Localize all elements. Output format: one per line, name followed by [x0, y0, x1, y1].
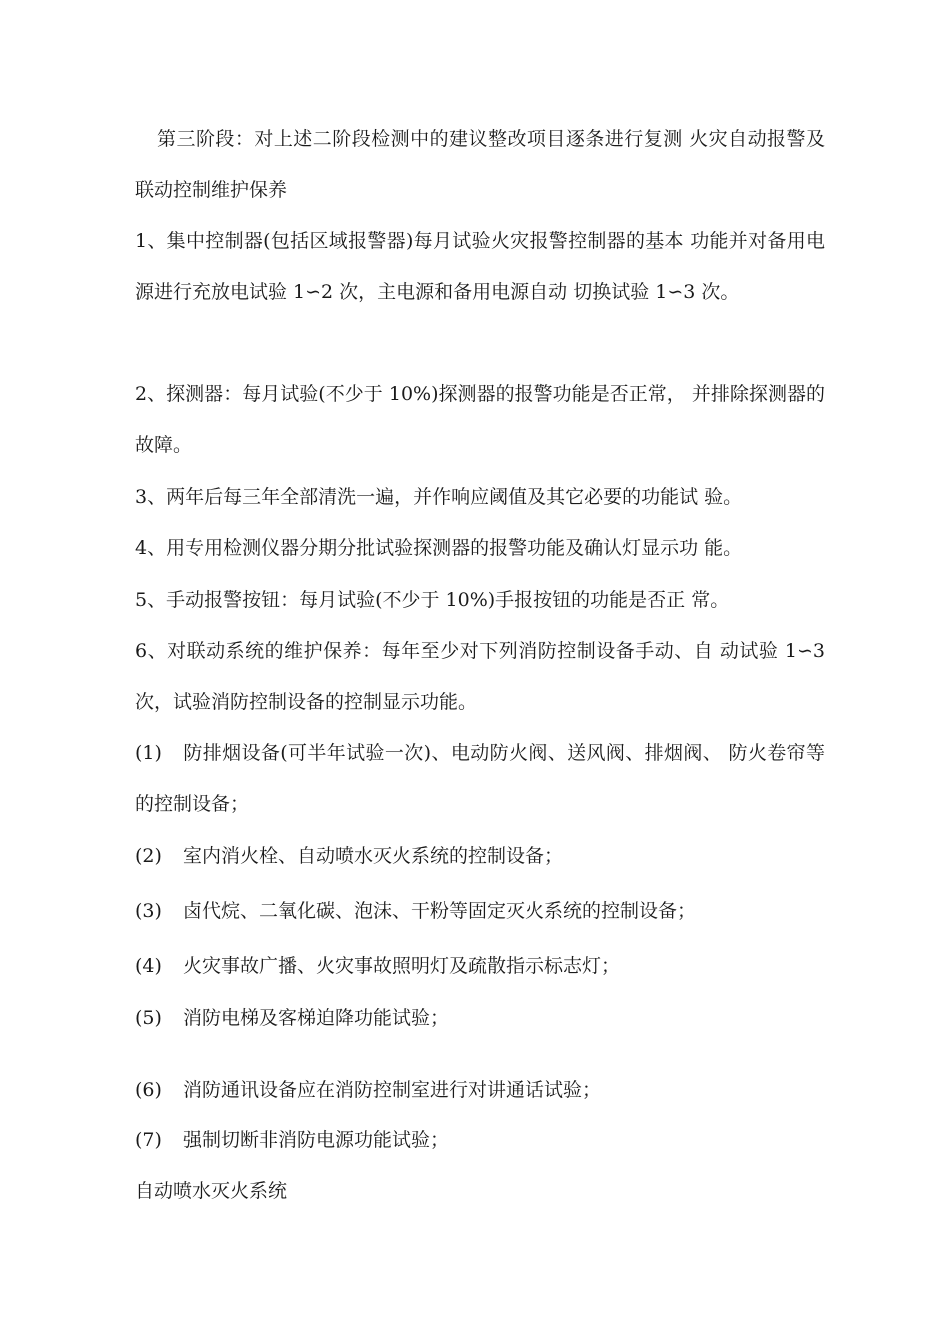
list-item-text: 室内消火栓、自动喷水灭火系统的控制设备； [183, 845, 564, 867]
list-item [135, 1065, 825, 1116]
list-item-text: 消防通讯设备应在消防控制室进行对讲通话试验； [183, 1079, 602, 1101]
paragraph-3: 3、两年后每三年全部清洗一遍，并作响应阈值及其它必要的功能试 验。 [135, 486, 743, 508]
list-item [135, 728, 825, 830]
list-item-number: (4) [135, 955, 162, 977]
paragraph-stage-three: 第三阶段：对上述二阶段检测中的建议整改项目逐条进行复测 火灾自动报警及联动控制维护保养 [135, 128, 825, 201]
paragraph-4: 4、用专用检测仪器分期分批试验探测器的报警功能及确认灯显示功 能。 [135, 537, 743, 559]
list-item-number: (7) [135, 1129, 162, 1151]
list-item-text: 消防电梯及客梯迫降功能试验； [183, 1007, 450, 1029]
paragraph-6: 6、对联动系统的维护保养：每年至少对下列消防控制设备手动、自 动试验 1∽3 次，试验消防控制设备的控制显示功能。 [135, 640, 825, 713]
list-item [135, 941, 825, 992]
list-item-text: 防排烟设备(可半年试验一次)、电动防火阀、送风阀、排烟阀、 防火卷帘等的控制设备； [135, 742, 825, 815]
list-item-number: (5) [135, 1007, 162, 1029]
list-item-number: (1) [135, 742, 162, 764]
list-item [135, 886, 825, 937]
paragraph-2: 2、探测器：每月试验(不少于 10%)探测器的报警功能是否正常， 并排除探测器的故障。 [135, 383, 825, 456]
list-item [135, 1115, 825, 1166]
paragraph-1: 1、集中控制器(包括区域报警器)每月试验火灾报警控制器的基本 功能并对备用电源进行充放电试验 1∽2 次，主电源和备用电源自动 切换试验 1∽3 次。 [135, 230, 825, 303]
list-item-text: 强制切断非消防电源功能试验； [183, 1129, 450, 1151]
list-item-number: (3) [135, 900, 162, 922]
closing-heading: 自动喷水灭火系统 [135, 1180, 288, 1202]
list-item-text: 卤代烷、二氧化碳、泡沫、干粉等固定灭火系统的控制设备； [183, 900, 697, 922]
list-item-number: (6) [135, 1079, 162, 1101]
list-item [135, 831, 825, 882]
list-item-text: 火灾事故广播、火灾事故照明灯及疏散指示标志灯； [183, 955, 621, 977]
paragraph-5: 5、手动报警按钮：每月试验(不少于 10%)手报按钮的功能是否正 常。 [135, 589, 730, 611]
list-item-number: (2) [135, 845, 162, 867]
list-item [135, 993, 825, 1044]
